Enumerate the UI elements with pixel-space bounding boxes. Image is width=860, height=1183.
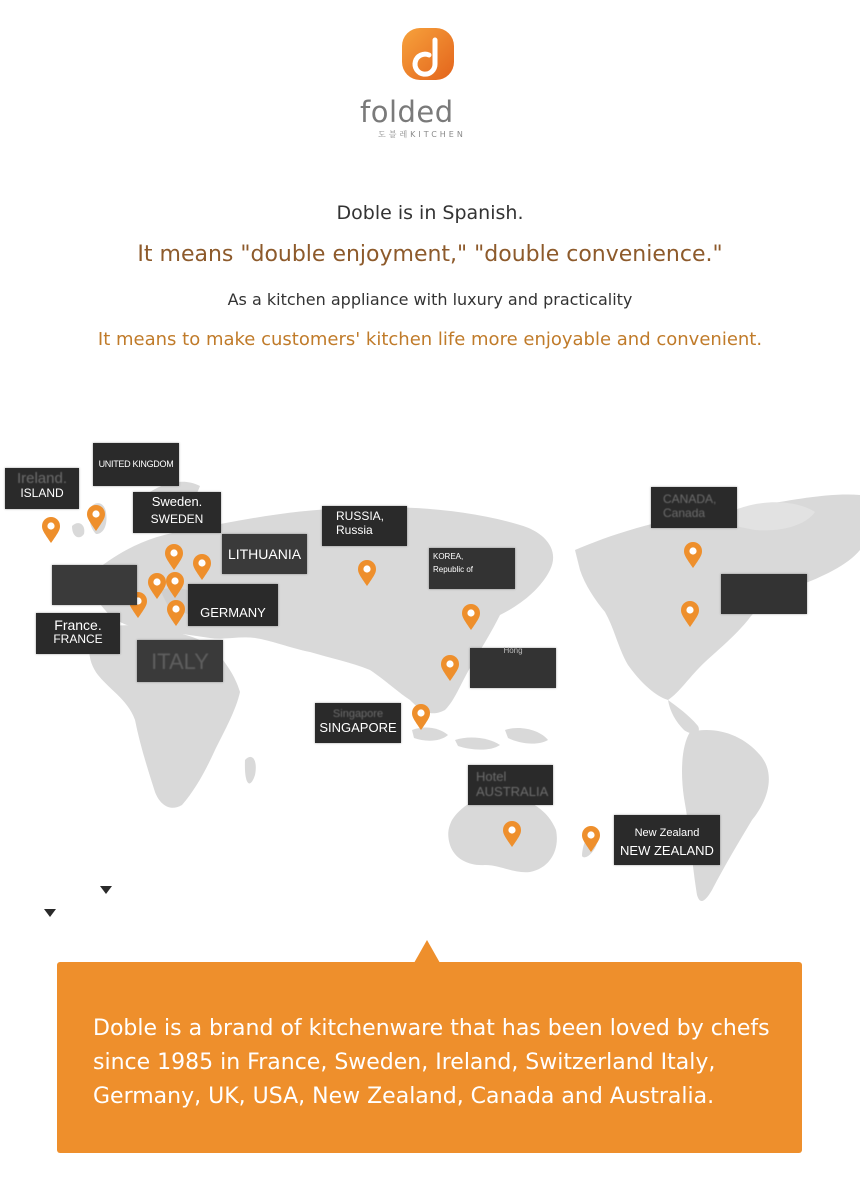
label-united-kingdom: UNITED KINGDOM [93, 443, 179, 486]
label-germany: GERMANY [188, 584, 278, 626]
brand-logo-icon [402, 28, 454, 80]
intro-line-4: It means to make customers' kitchen life more enjoyable and convenient. [97, 329, 763, 350]
marker-pin-icon[interactable] [412, 704, 430, 730]
label-hong-kong: Hong [470, 648, 556, 688]
label-ireland: Ireland. ISLAND [5, 468, 79, 509]
continents [72, 482, 860, 901]
brand-subtitle: 도블레KITCHEN [378, 130, 466, 139]
label-singapore: Singapore SINGAPORE [315, 703, 401, 743]
label-lithuania: LITHUANIA [222, 534, 307, 574]
label-new-zealand: New Zealand NEW ZEALAND [614, 815, 720, 865]
label-france: France. FRANCE [36, 613, 120, 654]
label-sweden: Sweden. SWEDEN [133, 492, 221, 533]
label-korea: KOREA, Republic of [429, 548, 515, 589]
label-pointers [44, 886, 721, 920]
intro-line-2: It means "double enjoyment," "double convenience." [137, 242, 723, 267]
brand-name: folded [360, 95, 454, 129]
intro-line-3: As a kitchen appliance with luxury and practicality [227, 290, 633, 309]
callout-pointer [414, 940, 440, 963]
callout-text: Doble is a brand of kitchenware that has been loved by chefs since 1985 in France, Sweden, Ireland, Switzerland Italy, Germany, UK, USA, New Zealand, Canada and Australia. [93, 1016, 770, 1109]
label-blurred-usa [721, 574, 807, 614]
label-blurred-europe [52, 565, 137, 605]
label-canada: CANADA, Canada [651, 487, 737, 528]
label-australia: Hotel AUSTRALIA [468, 765, 553, 805]
label-russia: RUSSIA, Russia [322, 506, 407, 546]
brand-logo [0, 28, 860, 148]
marker-pin-icon[interactable] [42, 517, 60, 543]
label-italy: ITALY [137, 640, 223, 682]
brand-history-callout [57, 962, 802, 1153]
intro-line-1: Doble is in Spanish. [336, 202, 524, 224]
